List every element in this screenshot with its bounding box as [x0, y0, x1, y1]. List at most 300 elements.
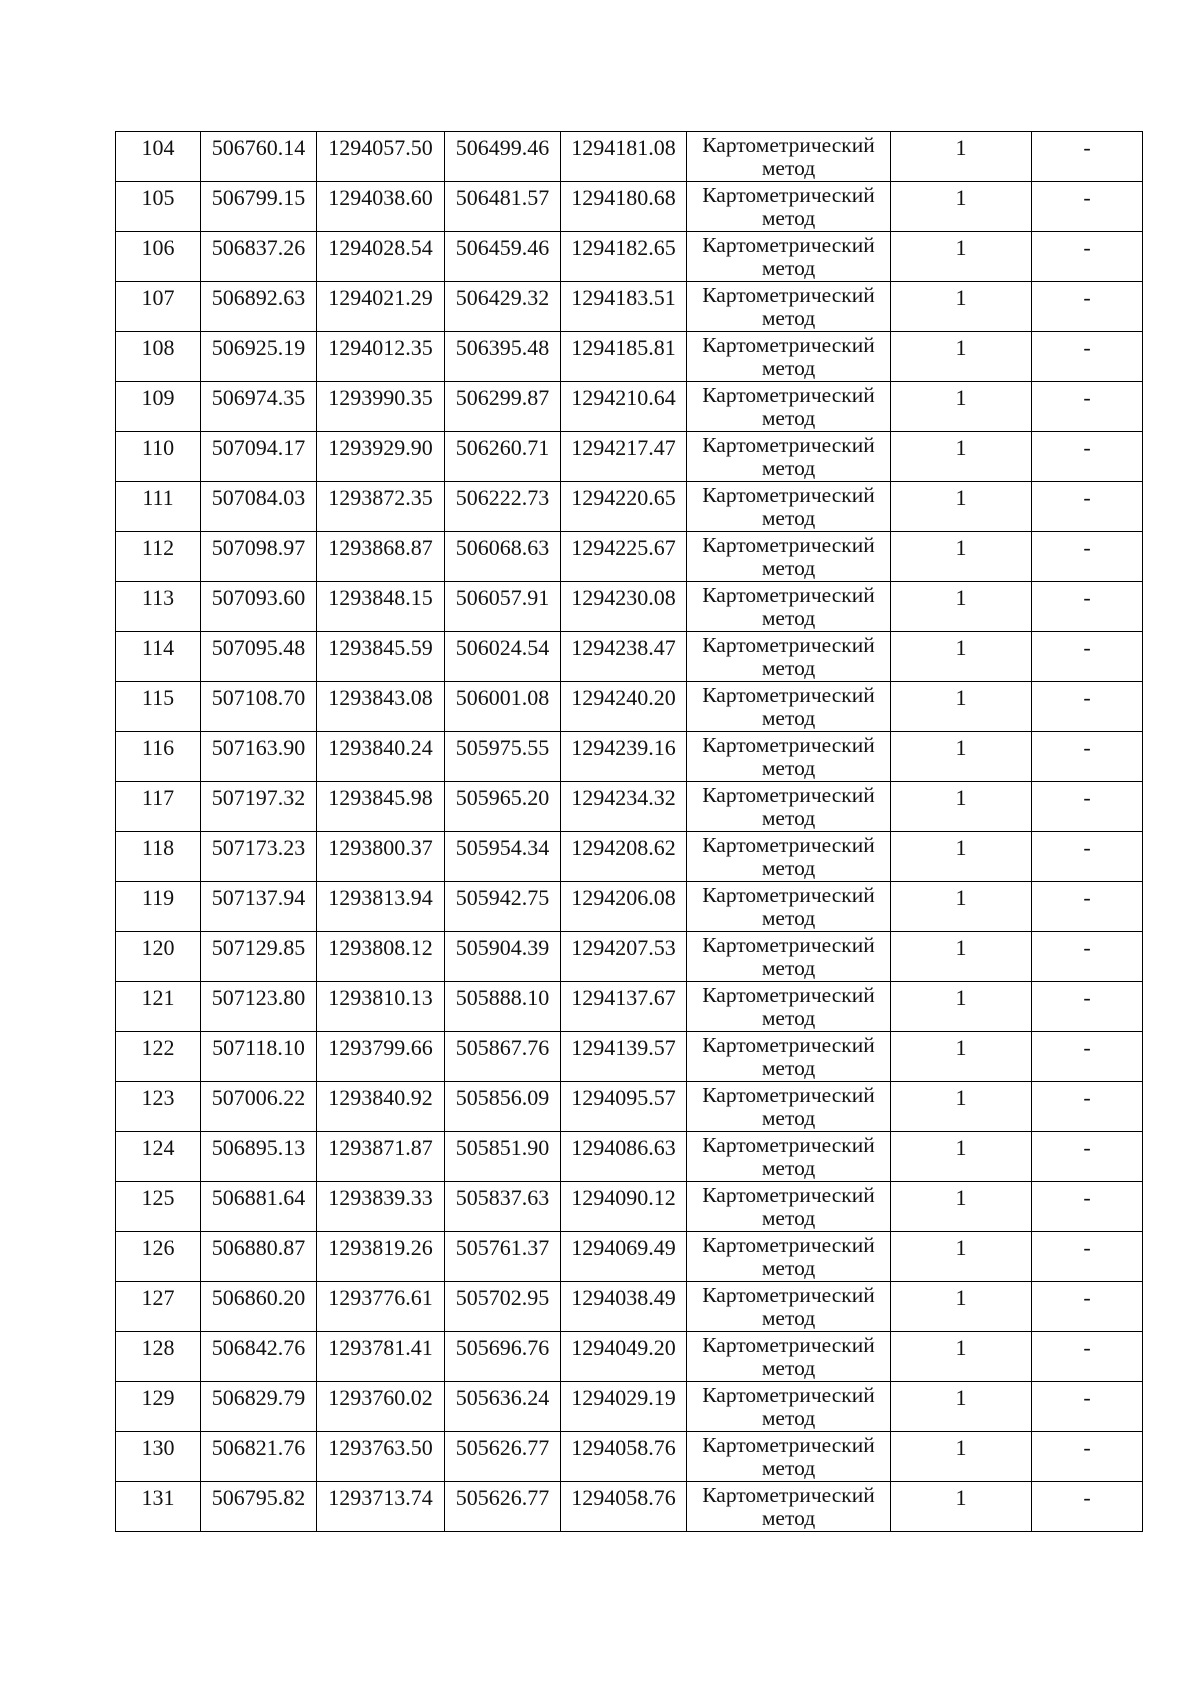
method-line-2: метод — [761, 1056, 816, 1080]
y-coordinate-cell: 1293872.35 — [317, 482, 445, 532]
accuracy-cell: 1 — [891, 1482, 1032, 1532]
y-coordinate-cell: 1293819.26 — [317, 1232, 445, 1282]
y-coordinate-2-cell: 1294095.57 — [561, 1082, 687, 1132]
accuracy-cell: 1 — [891, 1282, 1032, 1332]
method-line-1: Картометрический — [702, 183, 875, 207]
y-coordinate-2-cell: 1294210.64 — [561, 382, 687, 432]
x-coordinate-cell: 507094.17 — [201, 432, 317, 482]
table-row — [116, 682, 1143, 732]
point-number-cell: 108 — [116, 332, 201, 382]
y-coordinate-2-cell: 1294185.81 — [561, 332, 687, 382]
note-cell: - — [1032, 1132, 1143, 1182]
y-coordinate-2-cell: 1294086.63 — [561, 1132, 687, 1182]
x-coordinate-2-cell: 505851.90 — [445, 1132, 561, 1182]
x-coordinate-cell: 507123.80 — [201, 982, 317, 1032]
table-row — [116, 332, 1143, 382]
table-row — [116, 132, 1143, 182]
y-coordinate-2-cell: 1294090.12 — [561, 1182, 687, 1232]
point-number-cell: 124 — [116, 1132, 201, 1182]
y-coordinate-cell: 1294021.29 — [317, 282, 445, 332]
x-coordinate-cell: 507163.90 — [201, 732, 317, 782]
x-coordinate-2-cell: 506299.87 — [445, 382, 561, 432]
note-cell: - — [1032, 582, 1143, 632]
accuracy-cell: 1 — [891, 1082, 1032, 1132]
method-line-2: метод — [761, 506, 816, 530]
y-coordinate-cell: 1293799.66 — [317, 1032, 445, 1082]
method-line-2: метод — [761, 1306, 816, 1330]
point-number-cell: 125 — [116, 1182, 201, 1232]
method-cell — [687, 932, 891, 982]
accuracy-cell: 1 — [891, 882, 1032, 932]
x-coordinate-cell: 506880.87 — [201, 1232, 317, 1282]
y-coordinate-2-cell: 1294217.47 — [561, 432, 687, 482]
y-coordinate-2-cell: 1294181.08 — [561, 132, 687, 182]
point-number-cell: 120 — [116, 932, 201, 982]
method-line-2: метод — [761, 806, 816, 830]
table-row — [116, 1382, 1143, 1432]
table-row — [116, 582, 1143, 632]
point-number-cell: 112 — [116, 532, 201, 582]
x-coordinate-cell: 506821.76 — [201, 1432, 317, 1482]
method-cell — [687, 782, 891, 832]
method-line-2: метод — [761, 1156, 816, 1180]
note-cell: - — [1032, 782, 1143, 832]
point-number-cell: 119 — [116, 882, 201, 932]
table-row — [116, 832, 1143, 882]
method-cell — [687, 1232, 891, 1282]
x-coordinate-2-cell: 506429.32 — [445, 282, 561, 332]
method-line-2: метод — [761, 856, 816, 880]
table-row — [116, 882, 1143, 932]
x-coordinate-cell: 507173.23 — [201, 832, 317, 882]
table-body — [116, 132, 1143, 1532]
x-coordinate-cell: 506895.13 — [201, 1132, 317, 1182]
y-coordinate-cell: 1293848.15 — [317, 582, 445, 632]
table-row — [116, 732, 1143, 782]
accuracy-cell: 1 — [891, 982, 1032, 1032]
accuracy-cell: 1 — [891, 932, 1032, 982]
note-cell: - — [1032, 1482, 1143, 1532]
method-cell — [687, 982, 891, 1032]
accuracy-cell: 1 — [891, 1032, 1032, 1082]
y-coordinate-cell: 1293843.08 — [317, 682, 445, 732]
x-coordinate-cell: 507137.94 — [201, 882, 317, 932]
point-number-cell: 113 — [116, 582, 201, 632]
method-line-1: Картометрический — [702, 1133, 875, 1157]
note-cell: - — [1032, 532, 1143, 582]
method-line-1: Картометрический — [702, 933, 875, 957]
note-cell: - — [1032, 1332, 1143, 1382]
x-coordinate-2-cell: 506395.48 — [445, 332, 561, 382]
accuracy-cell: 1 — [891, 682, 1032, 732]
y-coordinate-cell: 1293845.59 — [317, 632, 445, 682]
method-line-2: метод — [761, 1106, 816, 1130]
table-row — [116, 282, 1143, 332]
y-coordinate-cell: 1293760.02 — [317, 1382, 445, 1432]
x-coordinate-cell: 506860.20 — [201, 1282, 317, 1332]
y-coordinate-2-cell: 1294029.19 — [561, 1382, 687, 1432]
table-row — [116, 1432, 1143, 1482]
method-line-1: Картометрический — [702, 1333, 875, 1357]
table-row — [116, 632, 1143, 682]
method-line-2: метод — [761, 656, 816, 680]
note-cell: - — [1032, 682, 1143, 732]
method-line-2: метод — [761, 1006, 816, 1030]
table-row — [116, 182, 1143, 232]
point-number-cell: 105 — [116, 182, 201, 232]
method-line-2: метод — [761, 706, 816, 730]
method-line-2: метод — [761, 356, 816, 380]
x-coordinate-2-cell: 505867.76 — [445, 1032, 561, 1082]
point-number-cell: 107 — [116, 282, 201, 332]
method-cell — [687, 432, 891, 482]
accuracy-cell: 1 — [891, 582, 1032, 632]
note-cell: - — [1032, 832, 1143, 882]
method-line-1: Картометрический — [702, 433, 875, 457]
x-coordinate-2-cell: 506499.46 — [445, 132, 561, 182]
method-line-1: Картометрический — [702, 1033, 875, 1057]
y-coordinate-2-cell: 1294234.32 — [561, 782, 687, 832]
method-line-1: Картометрический — [702, 333, 875, 357]
x-coordinate-2-cell: 505837.63 — [445, 1182, 561, 1232]
point-number-cell: 117 — [116, 782, 201, 832]
y-coordinate-cell: 1293839.33 — [317, 1182, 445, 1232]
method-line-1: Картометрический — [702, 1483, 875, 1507]
accuracy-cell: 1 — [891, 1382, 1032, 1432]
note-cell: - — [1032, 282, 1143, 332]
method-cell — [687, 1032, 891, 1082]
x-coordinate-2-cell: 505856.09 — [445, 1082, 561, 1132]
point-number-cell: 115 — [116, 682, 201, 732]
y-coordinate-2-cell: 1294058.76 — [561, 1482, 687, 1532]
method-line-1: Картометрический — [702, 833, 875, 857]
x-coordinate-cell: 506925.19 — [201, 332, 317, 382]
note-cell: - — [1032, 132, 1143, 182]
method-line-2: метод — [761, 1456, 816, 1480]
method-cell — [687, 132, 891, 182]
method-line-1: Картометрический — [702, 1233, 875, 1257]
accuracy-cell: 1 — [891, 232, 1032, 282]
method-cell — [687, 1482, 891, 1532]
x-coordinate-2-cell: 505626.77 — [445, 1432, 561, 1482]
point-number-cell: 121 — [116, 982, 201, 1032]
method-line-2: метод — [761, 906, 816, 930]
table-row — [116, 1282, 1143, 1332]
table-row — [116, 1332, 1143, 1382]
table-row — [116, 382, 1143, 432]
note-cell: - — [1032, 1282, 1143, 1332]
y-coordinate-2-cell: 1294220.65 — [561, 482, 687, 532]
x-coordinate-2-cell: 505626.77 — [445, 1482, 561, 1532]
method-cell — [687, 582, 891, 632]
method-cell — [687, 332, 891, 382]
y-coordinate-2-cell: 1294182.65 — [561, 232, 687, 282]
table-row — [116, 1182, 1143, 1232]
accuracy-cell: 1 — [891, 332, 1032, 382]
method-line-1: Картометрический — [702, 633, 875, 657]
x-coordinate-2-cell: 506260.71 — [445, 432, 561, 482]
x-coordinate-2-cell: 505975.55 — [445, 732, 561, 782]
note-cell: - — [1032, 432, 1143, 482]
table-row — [116, 1032, 1143, 1082]
point-number-cell: 118 — [116, 832, 201, 882]
x-coordinate-cell: 506881.64 — [201, 1182, 317, 1232]
y-coordinate-2-cell: 1294207.53 — [561, 932, 687, 982]
x-coordinate-2-cell: 505942.75 — [445, 882, 561, 932]
y-coordinate-2-cell: 1294049.20 — [561, 1332, 687, 1382]
point-number-cell: 104 — [116, 132, 201, 182]
coordinates-table — [115, 131, 1143, 1532]
y-coordinate-2-cell: 1294183.51 — [561, 282, 687, 332]
method-line-1: Картометрический — [702, 983, 875, 1007]
method-cell — [687, 1082, 891, 1132]
y-coordinate-cell: 1293845.98 — [317, 782, 445, 832]
y-coordinate-cell: 1293840.24 — [317, 732, 445, 782]
point-number-cell: 126 — [116, 1232, 201, 1282]
y-coordinate-2-cell: 1294180.68 — [561, 182, 687, 232]
y-coordinate-cell: 1293810.13 — [317, 982, 445, 1032]
accuracy-cell: 1 — [891, 1332, 1032, 1382]
y-coordinate-cell: 1293990.35 — [317, 382, 445, 432]
table-row — [116, 532, 1143, 582]
y-coordinate-2-cell: 1294058.76 — [561, 1432, 687, 1482]
x-coordinate-2-cell: 505888.10 — [445, 982, 561, 1032]
accuracy-cell: 1 — [891, 1232, 1032, 1282]
method-line-1: Картометрический — [702, 533, 875, 557]
point-number-cell: 131 — [116, 1482, 201, 1532]
point-number-cell: 110 — [116, 432, 201, 482]
method-cell — [687, 1332, 891, 1382]
method-line-2: метод — [761, 206, 816, 230]
y-coordinate-cell: 1294038.60 — [317, 182, 445, 232]
method-line-2: метод — [761, 1256, 816, 1280]
method-cell — [687, 382, 891, 432]
y-coordinate-2-cell: 1294238.47 — [561, 632, 687, 682]
accuracy-cell: 1 — [891, 432, 1032, 482]
note-cell: - — [1032, 332, 1143, 382]
method-cell — [687, 1282, 891, 1332]
accuracy-cell: 1 — [891, 632, 1032, 682]
method-line-2: метод — [761, 606, 816, 630]
x-coordinate-cell: 506974.35 — [201, 382, 317, 432]
y-coordinate-cell: 1293813.94 — [317, 882, 445, 932]
method-line-2: метод — [761, 1406, 816, 1430]
method-cell — [687, 182, 891, 232]
table-row — [116, 932, 1143, 982]
x-coordinate-2-cell: 505904.39 — [445, 932, 561, 982]
point-number-cell: 123 — [116, 1082, 201, 1132]
x-coordinate-cell: 507006.22 — [201, 1082, 317, 1132]
method-line-2: метод — [761, 1506, 816, 1530]
note-cell: - — [1032, 382, 1143, 432]
method-line-2: метод — [761, 456, 816, 480]
method-cell — [687, 732, 891, 782]
table-row — [116, 982, 1143, 1032]
method-cell — [687, 1182, 891, 1232]
method-line-2: метод — [761, 306, 816, 330]
method-line-1: Картометрический — [702, 1283, 875, 1307]
method-line-1: Картометрический — [702, 1183, 875, 1207]
note-cell: - — [1032, 232, 1143, 282]
x-coordinate-cell: 506842.76 — [201, 1332, 317, 1382]
x-coordinate-cell: 506829.79 — [201, 1382, 317, 1432]
y-coordinate-cell: 1293840.92 — [317, 1082, 445, 1132]
method-cell — [687, 1382, 891, 1432]
point-number-cell: 127 — [116, 1282, 201, 1332]
note-cell: - — [1032, 1082, 1143, 1132]
accuracy-cell: 1 — [891, 182, 1032, 232]
method-cell — [687, 532, 891, 582]
accuracy-cell: 1 — [891, 732, 1032, 782]
point-number-cell: 130 — [116, 1432, 201, 1482]
y-coordinate-cell: 1293868.87 — [317, 532, 445, 582]
x-coordinate-cell: 507093.60 — [201, 582, 317, 632]
note-cell: - — [1032, 482, 1143, 532]
accuracy-cell: 1 — [891, 132, 1032, 182]
note-cell: - — [1032, 932, 1143, 982]
x-coordinate-cell: 507095.48 — [201, 632, 317, 682]
method-cell — [687, 832, 891, 882]
note-cell: - — [1032, 1032, 1143, 1082]
method-line-1: Картометрический — [702, 383, 875, 407]
y-coordinate-cell: 1293871.87 — [317, 1132, 445, 1182]
point-number-cell: 128 — [116, 1332, 201, 1382]
note-cell: - — [1032, 182, 1143, 232]
method-line-2: метод — [761, 406, 816, 430]
note-cell: - — [1032, 1182, 1143, 1232]
method-cell — [687, 682, 891, 732]
x-coordinate-cell: 506760.14 — [201, 132, 317, 182]
table-row — [116, 482, 1143, 532]
x-coordinate-cell: 506799.15 — [201, 182, 317, 232]
y-coordinate-2-cell: 1294038.49 — [561, 1282, 687, 1332]
method-line-1: Картометрический — [702, 1433, 875, 1457]
accuracy-cell: 1 — [891, 482, 1032, 532]
method-line-1: Картометрический — [702, 233, 875, 257]
point-number-cell: 106 — [116, 232, 201, 282]
method-line-2: метод — [761, 1206, 816, 1230]
note-cell: - — [1032, 732, 1143, 782]
note-cell: - — [1032, 1382, 1143, 1432]
x-coordinate-cell: 507098.97 — [201, 532, 317, 582]
method-line-1: Картометрический — [702, 1083, 875, 1107]
table-row — [116, 782, 1143, 832]
method-line-1: Картометрический — [702, 283, 875, 307]
table-row — [116, 1082, 1143, 1132]
table-row — [116, 432, 1143, 482]
accuracy-cell: 1 — [891, 1432, 1032, 1482]
x-coordinate-2-cell: 506222.73 — [445, 482, 561, 532]
method-cell — [687, 282, 891, 332]
accuracy-cell: 1 — [891, 282, 1032, 332]
y-coordinate-cell: 1293713.74 — [317, 1482, 445, 1532]
point-number-cell: 116 — [116, 732, 201, 782]
x-coordinate-cell: 507118.10 — [201, 1032, 317, 1082]
x-coordinate-cell: 506837.26 — [201, 232, 317, 282]
x-coordinate-2-cell: 505696.76 — [445, 1332, 561, 1382]
method-line-2: метод — [761, 756, 816, 780]
x-coordinate-2-cell: 506459.46 — [445, 232, 561, 282]
y-coordinate-2-cell: 1294137.67 — [561, 982, 687, 1032]
x-coordinate-cell: 507084.03 — [201, 482, 317, 532]
y-coordinate-2-cell: 1294206.08 — [561, 882, 687, 932]
accuracy-cell: 1 — [891, 832, 1032, 882]
method-line-1: Картометрический — [702, 483, 875, 507]
y-coordinate-cell: 1294028.54 — [317, 232, 445, 282]
accuracy-cell: 1 — [891, 1182, 1032, 1232]
y-coordinate-2-cell: 1294240.20 — [561, 682, 687, 732]
x-coordinate-2-cell: 506057.91 — [445, 582, 561, 632]
x-coordinate-cell: 506795.82 — [201, 1482, 317, 1532]
method-line-2: метод — [761, 956, 816, 980]
note-cell: - — [1032, 632, 1143, 682]
method-cell — [687, 1132, 891, 1182]
method-cell — [687, 632, 891, 682]
note-cell: - — [1032, 982, 1143, 1032]
table-row — [116, 1232, 1143, 1282]
method-cell — [687, 232, 891, 282]
y-coordinate-2-cell: 1294230.08 — [561, 582, 687, 632]
x-coordinate-cell: 506892.63 — [201, 282, 317, 332]
y-coordinate-2-cell: 1294069.49 — [561, 1232, 687, 1282]
x-coordinate-2-cell: 505761.37 — [445, 1232, 561, 1282]
point-number-cell: 111 — [116, 482, 201, 532]
method-cell — [687, 482, 891, 532]
table-row — [116, 232, 1143, 282]
y-coordinate-cell: 1293808.12 — [317, 932, 445, 982]
method-line-2: метод — [761, 156, 816, 180]
x-coordinate-cell: 507197.32 — [201, 782, 317, 832]
method-cell — [687, 882, 891, 932]
y-coordinate-2-cell: 1294239.16 — [561, 732, 687, 782]
note-cell: - — [1032, 1232, 1143, 1282]
accuracy-cell: 1 — [891, 1132, 1032, 1182]
y-coordinate-cell: 1293763.50 — [317, 1432, 445, 1482]
accuracy-cell: 1 — [891, 532, 1032, 582]
method-line-1: Картометрический — [702, 733, 875, 757]
accuracy-cell: 1 — [891, 782, 1032, 832]
point-number-cell: 122 — [116, 1032, 201, 1082]
method-cell — [687, 1432, 891, 1482]
y-coordinate-cell: 1293776.61 — [317, 1282, 445, 1332]
x-coordinate-2-cell: 505965.20 — [445, 782, 561, 832]
x-coordinate-cell: 507129.85 — [201, 932, 317, 982]
note-cell: - — [1032, 882, 1143, 932]
table-row — [116, 1482, 1143, 1532]
x-coordinate-2-cell: 506481.57 — [445, 182, 561, 232]
method-line-2: метод — [761, 1356, 816, 1380]
method-line-1: Картометрический — [702, 883, 875, 907]
method-line-2: метод — [761, 556, 816, 580]
method-line-1: Картометрический — [702, 583, 875, 607]
x-coordinate-2-cell: 506068.63 — [445, 532, 561, 582]
method-line-1: Картометрический — [702, 683, 875, 707]
y-coordinate-cell: 1293929.90 — [317, 432, 445, 482]
y-coordinate-cell: 1293800.37 — [317, 832, 445, 882]
x-coordinate-2-cell: 505636.24 — [445, 1382, 561, 1432]
method-line-1: Картометрический — [702, 783, 875, 807]
y-coordinate-cell: 1294057.50 — [317, 132, 445, 182]
method-line-1: Картометрический — [702, 133, 875, 157]
point-number-cell: 129 — [116, 1382, 201, 1432]
x-coordinate-2-cell: 505702.95 — [445, 1282, 561, 1332]
y-coordinate-2-cell: 1294139.57 — [561, 1032, 687, 1082]
point-number-cell: 109 — [116, 382, 201, 432]
x-coordinate-2-cell: 506001.08 — [445, 682, 561, 732]
point-number-cell: 114 — [116, 632, 201, 682]
note-cell: - — [1032, 1432, 1143, 1482]
y-coordinate-2-cell: 1294225.67 — [561, 532, 687, 582]
